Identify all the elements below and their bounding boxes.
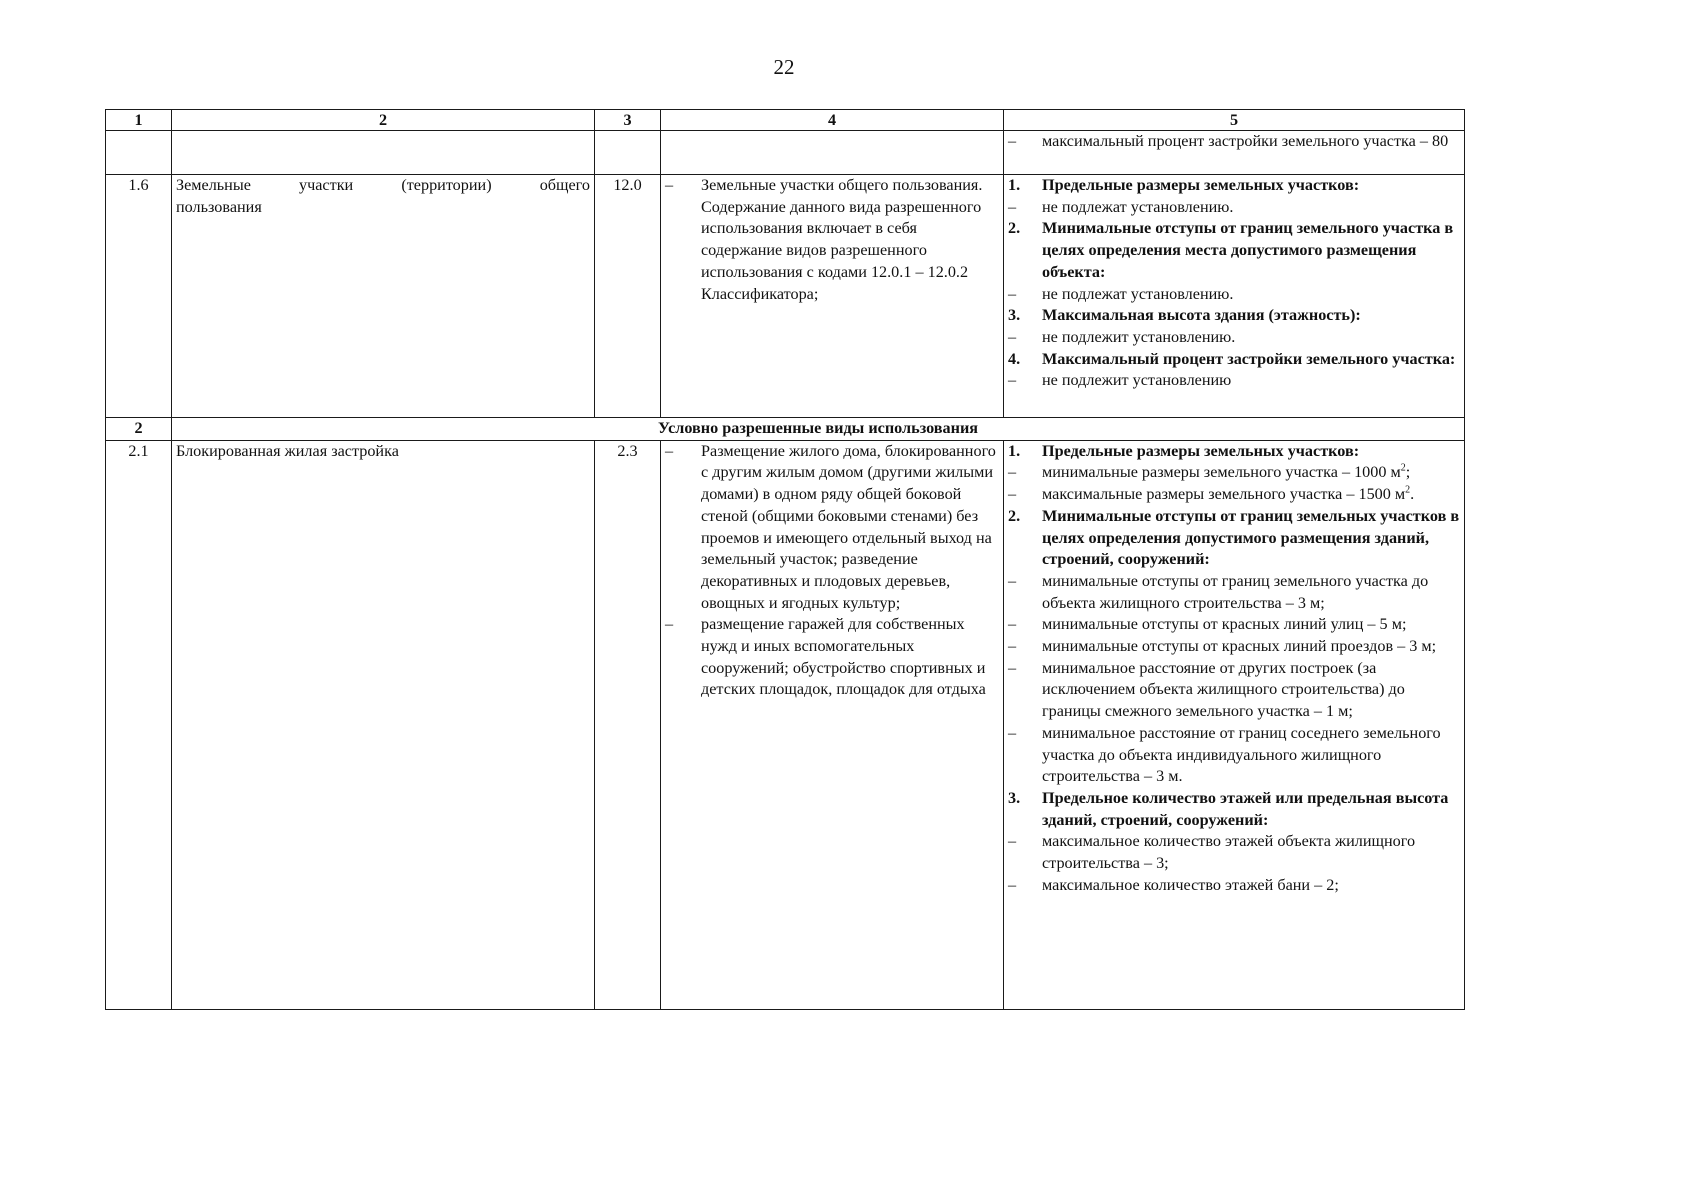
list-item <box>665 614 999 701</box>
list-item-text <box>1042 723 1460 788</box>
dash-marker: – <box>1008 875 1017 894</box>
list-item-text <box>1042 218 1460 283</box>
list-item-text <box>701 175 999 305</box>
code-cell: 2.3 <box>595 440 661 1009</box>
list-item-text <box>1042 197 1460 219</box>
land-use-name-continuation: пользования <box>176 197 262 216</box>
list-item-text <box>1042 831 1460 874</box>
item-number: 4. <box>1008 349 1021 368</box>
list-item-main-text: Земельные участки общего пользования. Содержание данного вида разрешенного использования включает в себя содержание видов разрешенного использования с кодами 12.0.1 – 12.0.2 Классификатора; <box>701 176 983 303</box>
list-item <box>1008 831 1460 874</box>
list-item <box>1008 284 1460 306</box>
list-item-text <box>1042 349 1460 371</box>
parameter-heading <box>1008 305 1460 327</box>
list-item <box>1008 875 1460 897</box>
land-use-name-cell <box>172 131 595 175</box>
parameter-heading <box>1008 506 1460 571</box>
item-number: 1. <box>1008 176 1021 194</box>
item-number: 3. <box>1008 306 1021 325</box>
list-item-main-text: не подлежат установлению. <box>1042 284 1234 303</box>
list-item-text <box>701 441 999 615</box>
list-item-main-text: Максимальная высота здания (этажность): <box>1042 306 1361 325</box>
column-number: 3 <box>595 110 661 131</box>
list-item-main-text: не подлежит установлению <box>1042 371 1232 390</box>
list-item-main-text: Предельные размеры земельных участков: <box>1042 176 1360 194</box>
section-title: Условно разрешенные виды использования <box>172 418 1465 441</box>
dash-marker: – <box>1008 485 1017 504</box>
section-row <box>106 418 1465 441</box>
list-item-main-text: Минимальные отступы от границ земельного участка в целях определения места допустимого размещения объекта: <box>1042 219 1454 281</box>
list-item-text <box>1042 506 1460 571</box>
land-use-name: Земельные участки (территории) общего <box>176 176 590 194</box>
parameter-heading <box>1008 218 1460 283</box>
list-item-text <box>1042 658 1460 723</box>
page-number: 22 <box>773 55 795 79</box>
list-item <box>1008 370 1460 392</box>
dash-marker: – <box>1008 197 1017 216</box>
list-item-main-text: минимальные отступы от границ земельного участка до объекта жилищного строительства – 3 м; <box>1042 571 1429 612</box>
list-item-main-text: минимальное расстояние от других построек (за исключением объекта жилищного строительства) до границы смежного земельного участка – 1 м; <box>1042 658 1405 721</box>
dash-marker: – <box>1008 832 1017 851</box>
list-item <box>1008 658 1460 723</box>
list-item-main-text: не подлежит установлению. <box>1042 327 1236 346</box>
column-number: 4 <box>661 110 1004 131</box>
dash-marker: – <box>1008 284 1017 303</box>
row-number-cell: 2.1 <box>106 440 172 1009</box>
dash-marker: – <box>1008 571 1017 590</box>
table-row-2-1 <box>106 440 1465 1009</box>
list-item-text <box>1042 175 1460 197</box>
dash-marker: – <box>665 176 674 194</box>
row-number-cell: 1.6 <box>106 175 172 418</box>
list-item-text <box>1042 484 1460 506</box>
list-item-main-text: минимальные размеры земельного участка – 1000 м <box>1042 463 1401 482</box>
dash-marker: – <box>1008 132 1017 150</box>
section-number: 2 <box>106 418 172 441</box>
list-item-text <box>1042 462 1460 484</box>
dash-marker: – <box>1008 371 1017 390</box>
list-item-main-text: Предельное количество этажей или предельная высота зданий, строений, сооружений: <box>1042 788 1449 829</box>
list-item-text <box>701 614 999 701</box>
list-item-text <box>1042 284 1460 306</box>
code-cell <box>595 131 661 175</box>
code-cell: 12.0 <box>595 175 661 418</box>
list-item <box>1008 131 1460 153</box>
land-use-name-cell: Блокированная жилая застройка <box>172 440 595 1009</box>
list-item-text <box>1042 441 1460 463</box>
parameters-cell <box>1004 131 1465 175</box>
dash-marker: – <box>1008 327 1017 346</box>
list-item-main-text: максимальные размеры земельного участка – 1500 м <box>1042 485 1406 504</box>
punctuation: ; <box>1405 463 1411 482</box>
list-item <box>1008 197 1460 219</box>
column-number: 5 <box>1004 110 1465 131</box>
list-item <box>665 441 999 615</box>
list-item-main-text: минимальные отступы от красных линий улиц – 5 м; <box>1042 615 1407 634</box>
list-item-main-text: Размещение жилого дома, блокированного с другим жилым домом (другими жилыми домами) в одном ряду общей боковой стеной (общими боковыми стенами) без проемов и имеющего отдельный выход на земельный участок; разведение декоративных и плодовых деревьев, овощных и ягодных культур; <box>701 441 996 612</box>
list-item-text <box>1042 788 1460 831</box>
list-item-text <box>1042 614 1460 636</box>
description-cell <box>661 131 1004 175</box>
list-item-main-text: минимальное расстояние от границ соседнего земельного участка до объекта индивидуального жилищного строительства – 3 м. <box>1042 723 1441 786</box>
superscript: 2 <box>1405 484 1411 496</box>
dash-marker: – <box>665 615 674 634</box>
list-item-main-text: размещение гаражей для собственных нужд и иных вспомогательных сооружений; обустройство спортивных и детских площадок, площадок для отдыха <box>701 615 986 699</box>
list-item-main-text: Минимальные отступы от границ земельных участков в целях определения допустимого размещения зданий, строений, сооружений: <box>1042 506 1460 569</box>
dash-marker: – <box>1008 615 1017 634</box>
column-number: 1 <box>106 110 172 131</box>
punctuation: . <box>1410 485 1415 504</box>
list-item-text <box>1042 305 1460 327</box>
item-number: 2. <box>1008 506 1021 525</box>
dash-marker: – <box>1008 463 1017 482</box>
list-item-main-text: максимальный процент застройки земельного участка – 80 <box>1042 132 1449 150</box>
list-item <box>1008 484 1460 506</box>
parameter-heading <box>1008 441 1460 463</box>
list-item-main-text: Предельные размеры земельных участков: <box>1042 441 1360 460</box>
list-item <box>1008 462 1460 484</box>
list-item-main-text: минимальные отступы от красных линий проездов – 3 м; <box>1042 637 1437 656</box>
dash-marker: – <box>1008 658 1017 677</box>
list-item-text <box>1042 370 1460 392</box>
parameters-cell <box>1004 440 1465 1009</box>
list-item-text <box>1042 875 1460 897</box>
list-item-text <box>1042 131 1460 153</box>
dash-marker: – <box>1008 637 1017 656</box>
parameter-heading <box>1008 349 1460 371</box>
list-item <box>1008 723 1460 788</box>
list-item <box>665 175 999 305</box>
land-use-name-cell <box>172 175 595 418</box>
list-item-text <box>1042 571 1460 614</box>
regulations-table <box>105 109 1465 1010</box>
description-cell <box>661 440 1004 1009</box>
item-number: 2. <box>1008 219 1021 238</box>
row-number-cell <box>106 131 172 175</box>
list-item-main-text: Максимальный процент застройки земельного участка: <box>1042 349 1456 368</box>
table-row-1-6 <box>106 175 1465 418</box>
parameters-cell <box>1004 175 1465 418</box>
dash-marker: – <box>665 441 674 460</box>
list-item <box>1008 614 1460 636</box>
item-number: 3. <box>1008 788 1021 807</box>
column-number-row <box>106 110 1465 131</box>
column-number: 2 <box>172 110 595 131</box>
superscript: 2 <box>1400 463 1406 475</box>
dash-marker: – <box>1008 723 1017 742</box>
list-item-main-text: максимальное количество этажей бани – 2; <box>1042 875 1339 894</box>
list-item-main-text: не подлежат установлению. <box>1042 197 1234 216</box>
list-item-text <box>1042 327 1460 349</box>
description-cell <box>661 175 1004 418</box>
list-item-text <box>1042 636 1460 658</box>
list-item <box>1008 327 1460 349</box>
list-item-main-text: максимальное количество этажей объекта жилищного строительства – 3; <box>1042 832 1416 873</box>
parameter-heading <box>1008 175 1460 197</box>
list-item <box>1008 636 1460 658</box>
table-row-continuation <box>106 131 1465 175</box>
item-number: 1. <box>1008 441 1021 460</box>
parameter-heading <box>1008 788 1460 831</box>
list-item <box>1008 571 1460 614</box>
